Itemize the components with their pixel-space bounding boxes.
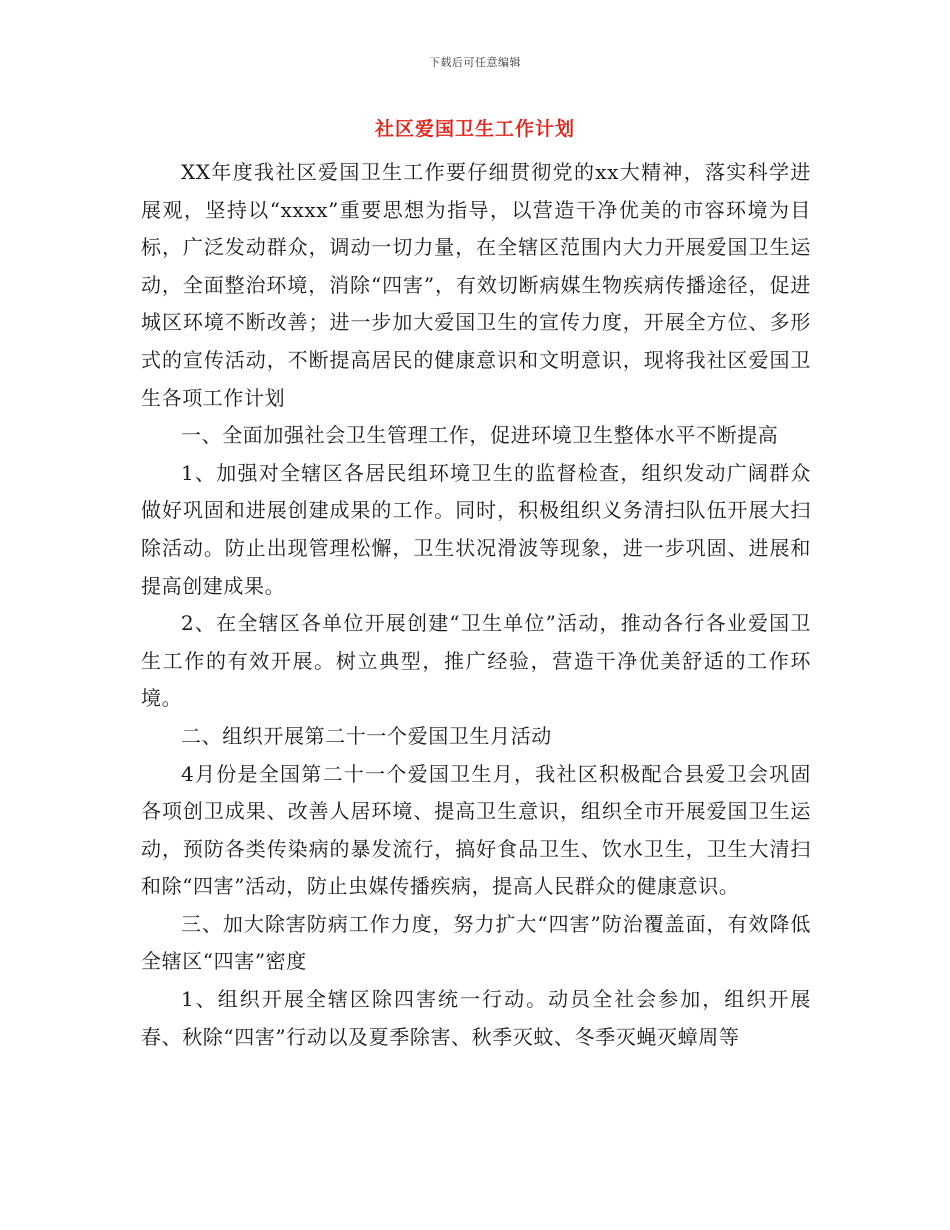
paragraph-section-2: 4月份是全国第二十一个爱国卫生月，我社区积极配合县爱卫会巩固各项创卫成果、改善人居环境、提高卫生意识，组织全市开展爱国卫生运动，预防各类传染病的暴发流行，搞好食品卫生、饮水卫生，卫生大清扫和除“四害”活动，防止虫媒传播疾病，提高人民群众的健康意识。 — [141, 761, 811, 899]
section-heading-3: 三、加大除害防病工作力度，努力扩大“四害”防治覆盖面，有效降低全辖区“四害”密度 — [141, 911, 811, 974]
header-note: 下载后可任意编辑 — [429, 56, 521, 69]
document-body — [141, 154, 811, 1056]
section-heading-2: 二、组织开展第二十一个爱国卫生月活动 — [181, 723, 552, 748]
paragraph-item-1-2: 2、在全辖区各单位开展创建“卫生单位”活动，推动各行各业爱国卫生工作的有效开展。树立典型，推广经验，营造干净优美舒适的工作环境。 — [141, 611, 811, 711]
paragraph-item-3-1: 1、组织开展全辖区除四害统一行动。动员全社会参加，组织开展春、秋除“四害”行动以及夏季除害、秋季灭蚊、冬季灭蝇灭蟑周等 — [141, 987, 811, 1049]
paragraph-item-1-1: 1、加强对全辖区各居民组环境卫生的监督检查，组织发动广阔群众做好巩固和进展创建成果的工作。同时，积极组织义务清扫队伍开展大扫除活动。防止出现管理松懈，卫生状况滑波等现象，进一步巩固、进展和提高创建成果。 — [141, 460, 811, 598]
document-title: 社区爱国卫生工作计划 — [374, 118, 575, 140]
paragraph-intro: XX年度我社区爱国卫生工作要仔细贯彻党的xx大精神，落实科学进展观，坚持以“xxxx”重要思想为指导，以营造干净优美的市容环境为目标，广泛发动群众，调动一切力量，在全辖区范围内大力开展爱国卫生运动，全面整治环境，消除“四害”，有效切断病媒生物疾病传播途径，促进城区环境不断改善；进一步加大爱国卫生的宣传力度，开展全方位、多形式的宣传活动，不断提高居民的健康意识和文明意识，现将我社区爱国卫生各项工作计划 — [141, 160, 811, 410]
section-heading-1: 一、全面加强社会卫生管理工作，促进环境卫生整体水平不断提高 — [181, 423, 779, 448]
